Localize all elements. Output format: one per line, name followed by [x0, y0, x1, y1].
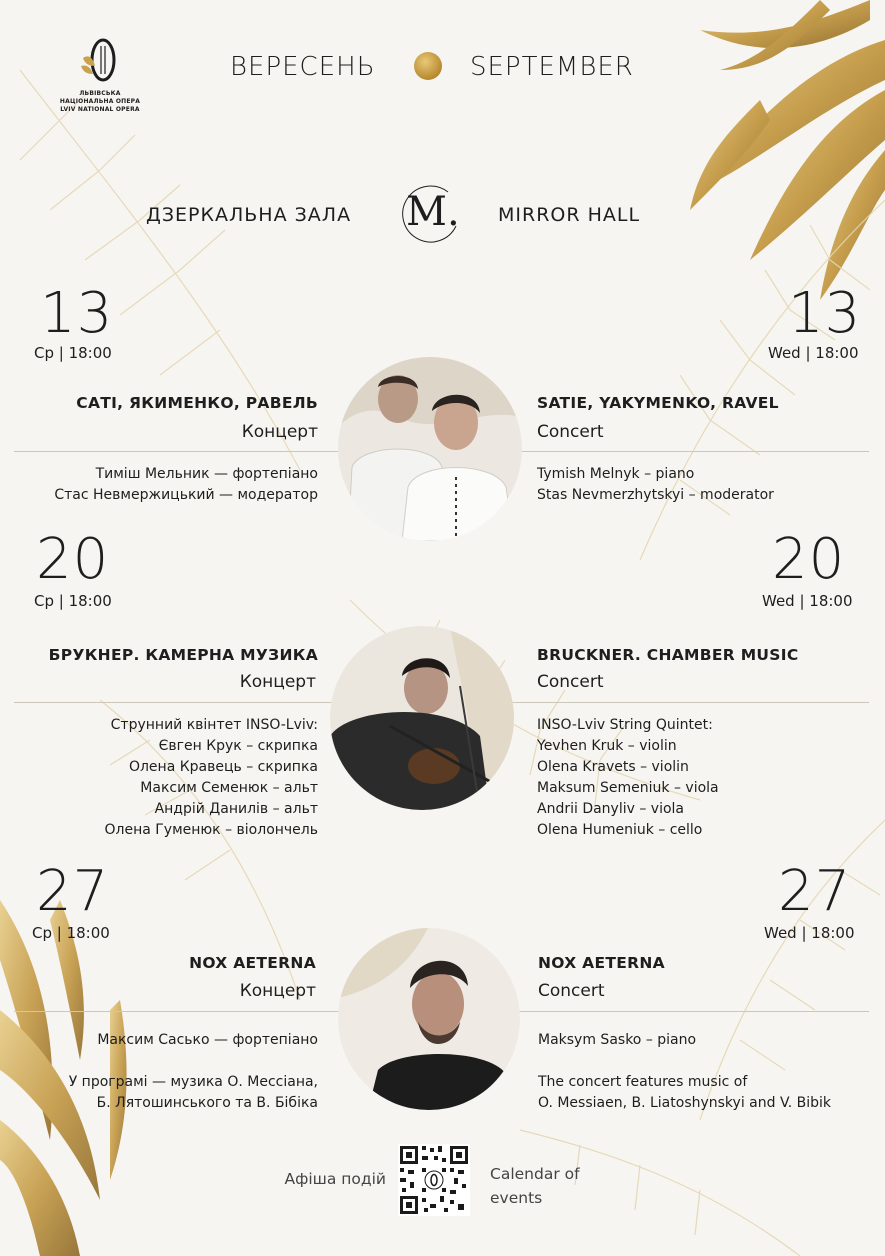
event-title-ua: БРУКНЕР. КАМЕРНА МУЗИКА: [48, 646, 318, 664]
event-photo-pianist: [338, 928, 520, 1110]
event-type-en: Concert: [537, 672, 604, 692]
calendar-label-en-line: Calendar of: [490, 1165, 580, 1183]
performer-line: Максим Семенюк – альт: [140, 780, 318, 796]
event-title-en: NOX AETERNA: [538, 954, 665, 972]
performer-line: [538, 1051, 831, 1072]
gold-dot-icon: [414, 52, 442, 80]
performer-line: Olena Humeniuk – cello: [537, 822, 703, 838]
performers-ua: [20, 1030, 318, 1114]
opera-emblem-icon: [79, 36, 121, 86]
event-time-en: Wed | 18:00: [768, 344, 859, 362]
calendar-label-ua: Афіша подій: [284, 1170, 386, 1188]
qr-code[interactable]: [398, 1144, 470, 1216]
calendar-label-en: [490, 1162, 580, 1210]
program-line: У програмі — музика О. Мессіана,: [68, 1074, 318, 1090]
performer-line: Yevhen Kruk – violin: [537, 738, 677, 754]
opera-logo: [52, 36, 148, 114]
performer-line: Євген Крук – скрипка: [158, 738, 318, 754]
program-line: The concert features music of: [538, 1074, 748, 1090]
event-time-ua: Ср | 18:00: [34, 344, 112, 362]
logo-text-ua: ЛЬВІВСЬКА НАЦІОНАЛЬНА ОПЕРА: [59, 90, 141, 105]
event-time-en: Wed | 18:00: [762, 592, 853, 610]
event-title-en: SATIE, YAKYMENKO, RAVEL: [537, 394, 779, 412]
performer-line: Максим Сасько — фортепіано: [97, 1032, 318, 1048]
event-photo-duo: [338, 357, 522, 541]
event-type-ua: Концерт: [241, 422, 318, 442]
performer-line: Maksum Semeniuk – viola: [537, 780, 719, 796]
performers-en: [538, 1030, 831, 1114]
performer-line: Andrii Danyliv – viola: [537, 801, 685, 817]
performers-en: [537, 464, 774, 506]
event-date-ua: 27: [36, 859, 110, 924]
event-title-ua: САТІ, ЯКИМЕНКО, РАВЕЛЬ: [76, 394, 318, 412]
mirror-hall-logo: [398, 180, 466, 248]
mirror-hall-letter: M.: [406, 189, 460, 235]
performer-line: Струнний квінтет INSO-Lviv:: [110, 717, 318, 733]
month-en: SEPTEMBER: [470, 52, 634, 82]
event-photo-violinist: [330, 626, 514, 810]
hall-name-en: MIRROR HALL: [498, 204, 641, 226]
event-type-ua: Концерт: [239, 981, 316, 1001]
performer-line: Андрій Данилів – альт: [154, 801, 318, 817]
performer-line: Олена Кравець – скрипка: [128, 759, 318, 775]
event-date-ua: 13: [40, 281, 114, 346]
performers-ua: [20, 464, 318, 506]
event-time-en: Wed | 18:00: [764, 924, 855, 942]
performer-line: Stas Nevmerzhytskyi – moderator: [537, 487, 774, 503]
month-ua: ВЕРЕСЕНЬ: [230, 52, 376, 82]
event-time-ua: Ср | 18:00: [34, 592, 112, 610]
event-date-en: 13: [788, 281, 862, 346]
performers-en: [537, 715, 719, 841]
performers-ua: [20, 715, 318, 841]
program-line: Б. Лятошинського та В. Бібіка: [96, 1095, 318, 1111]
event-date-ua: 20: [36, 527, 110, 592]
qr-code-icon: [398, 1144, 470, 1216]
performer-line: INSO-Lviv String Quintet:: [537, 717, 713, 733]
event-time-ua: Ср | 18:00: [32, 924, 110, 942]
program-line: O. Messiaen, B. Liatoshynskyi and V. Bibik: [538, 1095, 832, 1111]
event-type-en: Concert: [537, 422, 604, 442]
event-date-en: 20: [772, 527, 846, 592]
event-type-ua: Концерт: [239, 672, 316, 692]
logo-text-en: LVIV NATIONAL OPERA: [60, 106, 140, 113]
hall-name-ua: ДЗЕРКАЛЬНА ЗАЛА: [146, 204, 352, 226]
performer-line: Maksym Sasko – piano: [538, 1032, 697, 1048]
performer-line: Олена Гуменюк – віолончель: [104, 822, 318, 838]
calendar-label-en-line: events: [490, 1189, 543, 1207]
performer-line: Tymish Melnyk – piano: [537, 466, 695, 482]
event-type-en: Concert: [538, 981, 605, 1001]
event-title-ua: NOX AETERNA: [189, 954, 316, 972]
performer-line: Тиміш Мельник — фортепіано: [95, 466, 318, 482]
event-date-en: 27: [778, 859, 852, 924]
performer-line: Olena Kravets – violin: [537, 759, 689, 775]
event-title-en: BRUCKNER. CHAMBER MUSIC: [537, 646, 799, 664]
performer-line: [20, 1051, 318, 1072]
performer-line: Стас Невмержицький — модератор: [54, 487, 318, 503]
